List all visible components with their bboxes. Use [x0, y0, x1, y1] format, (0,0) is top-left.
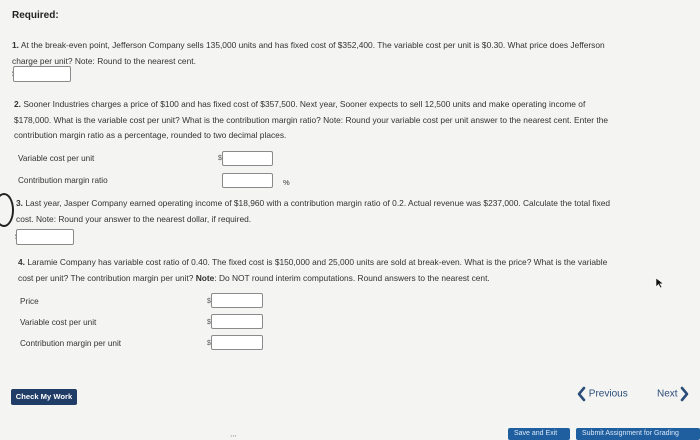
- q4-variable-cost-label: Variable cost per unit: [20, 318, 97, 327]
- q4-cm-per-unit-label: Contribution margin per unit: [20, 339, 122, 348]
- chevron-right-icon: [680, 386, 689, 402]
- submit-assignment-button[interactable]: Submit Assignment for Grading: [576, 428, 700, 440]
- question-1-text: [12, 38, 605, 69]
- currency-symbol: $: [207, 340, 211, 347]
- question-4-line2: cost per unit? The contribution margin per unit?: [18, 272, 194, 283]
- next-button[interactable]: [657, 386, 689, 402]
- question-1-line1: At the break-even point, Jefferson Company sells 135,000 units and has fixed cost of $352,400. The variable cost per unit is $0.30. What price does Jefferson: [20, 40, 605, 50]
- check-my-work-button[interactable]: Check My Work: [11, 389, 77, 405]
- question-number: 2.: [14, 99, 21, 109]
- mouse-cursor-icon: [655, 277, 665, 289]
- currency-symbol: $: [218, 155, 222, 162]
- q4-price-label: Price: [20, 297, 39, 306]
- previous-button[interactable]: [577, 386, 628, 402]
- question-3-line1: Last year, Jasper Company earned operating income of $18,960 with a contribution margin ratio of 0.2. Actual revenue was $237,000. Calculate the total fixed: [25, 198, 611, 208]
- next-label: Next: [657, 388, 678, 400]
- currency-symbol: $: [207, 319, 211, 326]
- question-1-line2: charge per unit? Note: Round to the nearest cent.: [12, 55, 196, 66]
- question-4-line1: Laramie Company has variable cost ratio of 0.40. The fixed cost is $150,000 and 25,000 units are sold at break-even. What is the price? What is the variable: [27, 257, 608, 267]
- question-2-text: [14, 97, 608, 144]
- question-4-text: [18, 255, 607, 286]
- note-label: Note: [195, 272, 215, 283]
- q2-variable-cost-input[interactable]: [222, 151, 273, 166]
- save-and-exit-button[interactable]: Save and Exit: [508, 428, 570, 440]
- page-title: Required:: [12, 10, 59, 21]
- question-number: 4.: [18, 257, 25, 267]
- truncated-footer-text: ⋯: [230, 433, 237, 440]
- question-3-line2: cost. Note: Round your answer to the nearest dollar, if required.: [16, 213, 252, 224]
- question-3-text: [16, 196, 610, 227]
- q2-cm-ratio-input[interactable]: [222, 173, 273, 188]
- q4-price-input[interactable]: [211, 293, 263, 308]
- active-question-marker: [0, 193, 14, 227]
- question-2-line1: Sooner Industries charges a price of $100 and has fixed cost of $357,500. Next year, Sooner expects to sell 12,500 units and make operating income of: [23, 99, 586, 109]
- previous-label: Previous: [588, 388, 628, 400]
- question-2-line3: contribution margin ratio as a percentage, rounded to two decimal places.: [14, 130, 287, 140]
- question-2-line2: $178,000. What is the variable cost per unit? What is the contribution margin ratio? Note: Round your variable cost per unit answer to the nearest cent. Enter the: [14, 114, 609, 125]
- q4-cm-per-unit-input[interactable]: [211, 335, 263, 350]
- currency-symbol: $: [207, 298, 211, 305]
- question-number: 3.: [16, 198, 23, 208]
- q1-price-input[interactable]: [13, 66, 71, 82]
- q3-fixed-cost-input[interactable]: [16, 229, 74, 245]
- percent-symbol: %: [283, 178, 290, 187]
- q2-variable-cost-label: Variable cost per unit: [18, 154, 95, 163]
- chevron-left-icon: [577, 386, 586, 402]
- question-4-note: : Do NOT round interim computations. Round answers to the nearest cent.: [214, 272, 490, 283]
- q4-variable-cost-input[interactable]: [211, 314, 263, 329]
- q2-cm-ratio-label: Contribution margin ratio: [18, 176, 108, 185]
- question-number: 1.: [12, 40, 19, 50]
